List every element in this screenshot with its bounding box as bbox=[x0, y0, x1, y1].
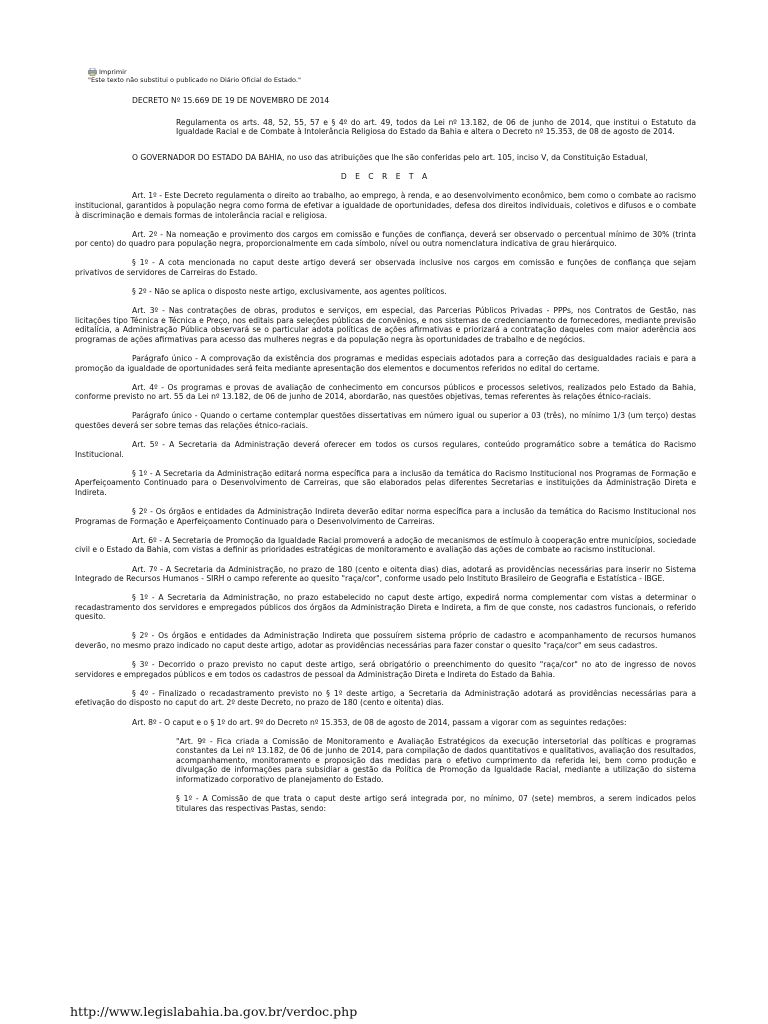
article-8: Art. 8º - O caput e o § 1º do art. 9º do Decreto nº 15.353, de 08 de agosto de 2014, passam a vigorar com as seguintes redações: bbox=[132, 717, 627, 727]
article-7: Art. 7º - A Secretaria da Administração, no prazo de 180 (cento e oitenta dias) dias, adotará as providências necessárias para inserir no Sistema Integrado de Recursos Humanos - SIRH o campo referente ao quesito "raça/cor", conforme usado pelo Instituto Brasileiro de Geografia e Estatística - IBGE. bbox=[75, 564, 696, 584]
article-2: Art. 2º - Na nomeação e provimento dos cargos em comissão e funções de confiança, deverá ser observado o percentual mínimo de 30% (trinta por cento) do quadro para população negra, proporcionalmente em cada símbolo, nível ou outra nomenclatura indicativa de grau hierárquico. bbox=[75, 229, 696, 249]
quoted-article-9-paragraph-1: § 1º - A Comissão de que trata o caput deste artigo será integrada por, no mínimo, 07 (sete) membros, a serem indicados pelos titulares das respectivas Pastas, sendo: bbox=[176, 794, 696, 813]
article-6: Art. 6º - A Secretaria de Promoção da Igualdade Racial promoverá a adoção de mecanismos de estímulo à cooperação entre municípios, sociedade civil e o Estado da Bahia, com vistas a definir as prioridades estratégicas de monitoramento e avaliação das ações de combate ao racismo institucional. bbox=[75, 535, 696, 555]
article-1: Art. 1º - Este Decreto regulamenta o direito ao trabalho, ao emprego, à renda, e ao desenvolvimento econômico, bem como o combate ao racismo institucional, garantidos à população negra como forma de efetivar a igualdade de oportunidades, defesa dos direitos individuais, coletivos e difusos e o combate à discriminação e demais formas de intolerância racial e religiosa. bbox=[75, 191, 696, 220]
article-2-paragraph-2: § 2º - Não se aplica o disposto neste artigo, exclusivamente, aos agentes políticos. bbox=[132, 287, 447, 297]
print-bar bbox=[88, 68, 301, 84]
print-link[interactable] bbox=[88, 68, 301, 76]
article-5-paragraph-2: § 2º - Os órgãos e entidades da Administração Indireta deverão editar norma específica para a inclusão da temática do Racismo Institucional nos Programas de Formação e Aperfeiçoamento Continuado para o Desenvolvimento de Carreiras. bbox=[75, 507, 696, 526]
article-2-paragraph-1: § 1º - A cota mencionada no caput deste artigo deverá ser observada inclusive nos cargos em comissão e funções de confiança que sejam privativos de servidores de Carreiras do Estado. bbox=[75, 258, 696, 278]
article-5-paragraph-1: § 1º - A Secretaria da Administração editará norma específica para a inclusão da temática do Racismo Institucional nos Programas de Formação e Aperfeiçoamento Continuado para o Desenvolvimento de Carreiras, que são elaborados pelas diferentes Secretarias e instituições da Administração Direta e Indireta. bbox=[75, 468, 696, 498]
disclaimer-text: "Este texto não substitui o publicado no Diário Oficial do Estado." bbox=[88, 76, 301, 84]
article-5: Art. 5º - A Secretaria da Administração deverá oferecer em todos os cursos regulares, conteúdo programático sobre a temática do Racismo Institucional. bbox=[75, 440, 696, 459]
decree-title: DECRETO Nº 15.669 DE 19 DE NOVEMBRO DE 2014 bbox=[132, 96, 330, 105]
printer-icon[interactable] bbox=[88, 68, 97, 76]
decree-ementa: Regulamenta os arts. 48, 52, 55, 57 e § 4º do art. 49, todos da Lei nº 13.182, de 06 de junho de 2014, que institui o Estatuto da Igualdade Racial e de Combate à Intolerância Religiosa do Estado da Bahia e altera o Decreto nº 15.353, de 08 de agosto de 2014. bbox=[176, 117, 696, 137]
print-label[interactable]: Imprimir bbox=[99, 68, 127, 76]
article-7-paragraph-4: § 4º - Finalizado o recadastramento previsto no § 1º deste artigo, a Secretaria da Administração adotará as providências necessárias para a efetivação do disposto no caput do art. 2º deste Decreto, no prazo de 180 (cento e oitenta) dias. bbox=[75, 688, 696, 708]
preamble: O GOVERNADOR DO ESTADO DA BAHIA, no uso das atribuições que lhe são conferidas pelo art. 105, inciso V, da Constituição Estadual, bbox=[132, 152, 648, 162]
article-7-paragraph-3: § 3º - Decorrido o prazo previsto no caput deste artigo, será obrigatório o preenchimento do quesito "raça/cor" no ato de ingresso de novos servidores e empregados públicos e em todos os cadastros de pessoal da Administração Direta e Indireta do Estado da Bahia. bbox=[75, 660, 696, 679]
article-4: Art. 4º - Os programas e provas de avaliação de conhecimento em concursos públicos e processos seletivos, realizados pelo Estado da Bahia, conforme previsto no art. 55 da Lei nº 13.182, de 06 de junho de 2014, abordarão, nas questões objetivas, temas referentes às relações étnico-raciais. bbox=[75, 382, 696, 402]
article-3-sole-paragraph: Parágrafo único - A comprovação da existência dos programas e medidas especiais adotados para a correção das desigualdades raciais e para a promoção da igualdade de oportunidades será feita mediante apresentação dos elementos e documentos referidos no edital do certame. bbox=[75, 354, 696, 373]
article-3: Art. 3º - Nas contratações de obras, produtos e serviços, em especial, das Parcerias Públicos Privadas - PPPs, nos Contratos de Gestão, nas licitações tipo Técnica e Técnica e Preço, nos editais para seleções públicas de convênios, e nos sistemas de credenciamento de fornecedores, mediante previsão editalícia, a Administração Pública observará se o particular adota políticas de ações afirmativas e priorizará a contratação daqueles com maior aderência aos programas de ações afirmativas para acesso das mulheres negras e da população negra às oportunidades de trabalho e de negócios. bbox=[75, 306, 696, 344]
decreta-heading: D E C R E T A bbox=[340, 171, 431, 181]
article-7-paragraph-1: § 1º - A Secretaria da Administração, no prazo estabelecido no caput deste artigo, expedirá norma complementar com vistas a determinar o recadastramento dos servidores e empregados públicos dos órgãos da Administração Direta e Indireta, a fim de que conste, nos cadastros funcionais, o referido quesito. bbox=[75, 593, 696, 622]
source-url: http://www.legislabahia.ba.gov.br/verdoc.php bbox=[70, 1004, 358, 1019]
article-7-paragraph-2: § 2º - Os órgãos e entidades da Administração Indireta que possuírem sistema próprio de cadastro e acompanhamento de recursos humanos deverão, no mesmo prazo indicado no caput deste artigo, adotar as providências necessárias para fazer constar o quesito "raça/cor" em seus cadastros. bbox=[75, 631, 696, 651]
quoted-article-9: "Art. 9º - Fica criada a Comissão de Monitoramento e Avaliação Estratégicos da execução intersetorial das políticas e programas constantes da Lei nº 13.182, de 06 de junho de 2014, para compilação de dados quantitativos e qualitativos, avaliação dos resultados, acompanhamento, monitoramento e proposição das medidas para o efetivo cumprimento da referida lei, bem como produção e divulgação de informações para subsidiar a gestão da Política de Promoção da Igualdade Racial, mediante a utilização do sistema informatizado corporativo de planejamento do Estado. bbox=[176, 736, 696, 784]
decree-document bbox=[75, 96, 696, 823]
article-4-sole-paragraph: Parágrafo único - Quando o certame contemplar questões dissertativas em número igual ou superior a 03 (três), no mínimo 1/3 (um terço) destas questões deverá ser sobre temas das relações étnico-raciais. bbox=[75, 411, 696, 431]
